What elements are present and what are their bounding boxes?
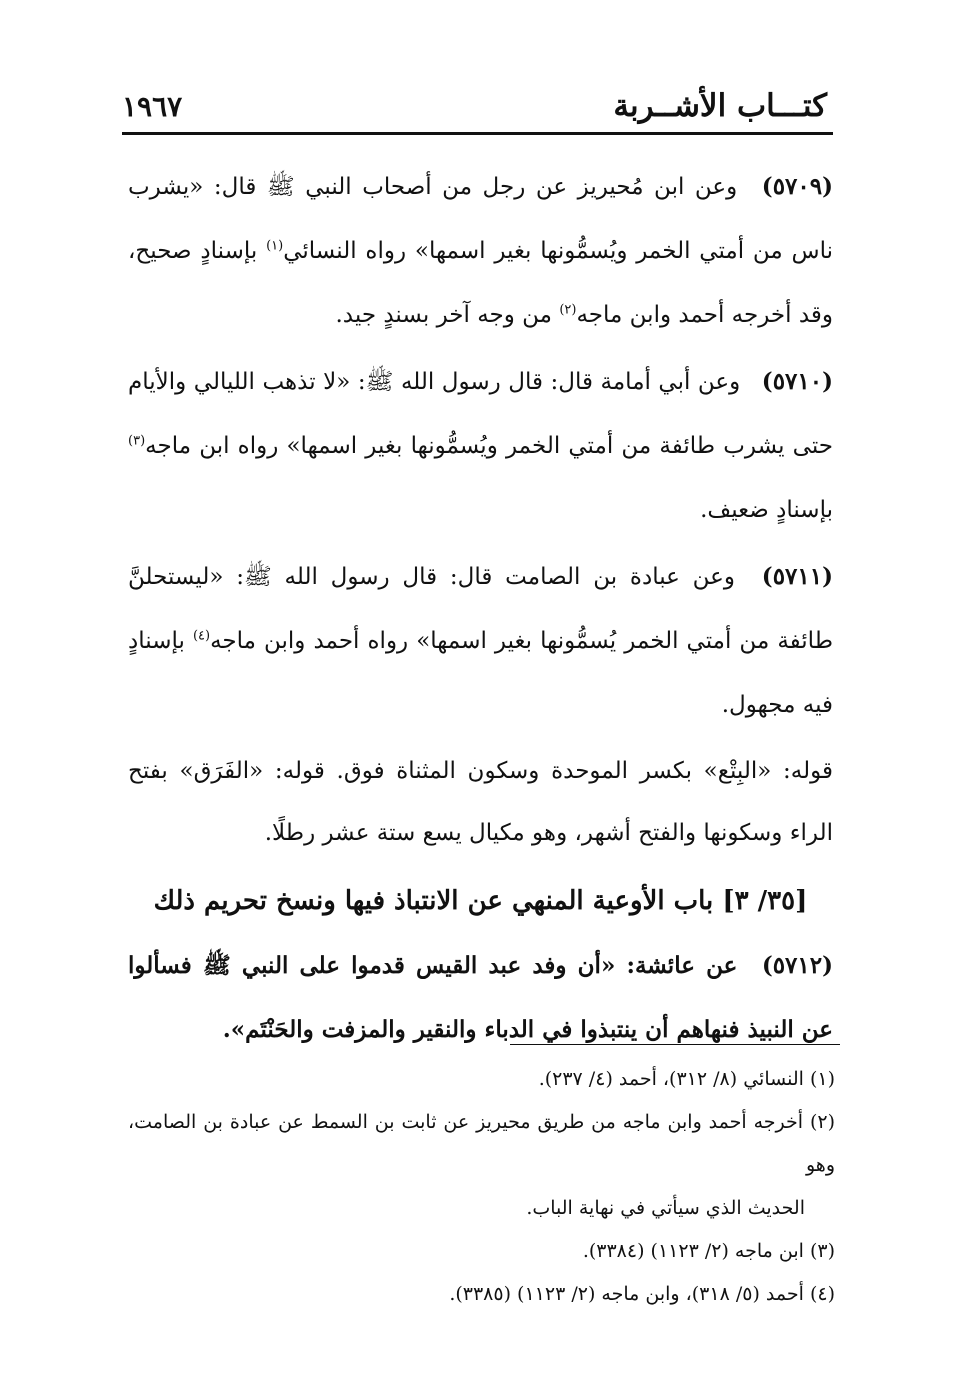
footnote-ref[interactable]: (٢) [559, 302, 577, 318]
footnote-text: النسائي (٨/ ٣١٢)، أحمد (٤/ ٢٣٧). [538, 1068, 804, 1090]
hadith-text: وعن أبي أمامة قال: قال رسول الله ﷺ: «لا تذهب الليالي والأيام حتى يشرب طائفة من أمتي الخمر ويُسمُّونها بغير اسمها» رواه ابن ماجه [128, 369, 833, 459]
hadith-text-end: من وجه آخر بسندٍ جيد. [335, 302, 553, 328]
hadith-number: (٥٧٠٩) [761, 173, 833, 200]
hadith-text-cont: بإسنادٍ فيه مجهول. [128, 628, 833, 718]
hadith-text-cont: بإسنادٍ صحيح، وقد أخرجه أحمد وابن ماجه [128, 238, 833, 328]
footnote-divider [510, 1044, 840, 1045]
footnote-ref[interactable]: (١) [266, 238, 284, 254]
book-title: كتـــاب الأشــربة [613, 88, 827, 124]
footnotes [128, 1058, 835, 1316]
explanation-paragraph: قوله: «البِتْع» بكسر الموحدة وسكون المثناة فوق. قوله: «الفَرَق» بفتح الراء وسكونها والفتح أشهر، وهو مكيال يسع ستة عشر رطلًا. [128, 758, 833, 846]
hadith-5712 [128, 934, 833, 1062]
footnote-label: (١) [809, 1068, 835, 1090]
hadith-text-cont: بإسنادٍ ضعيف. [700, 497, 833, 523]
hadith-number: (٥٧١١) [761, 563, 833, 590]
page-header [122, 86, 833, 135]
hadith-text: وعن عبادة بن الصامت قال: قال رسول الله ﷺ: «ليستحلنَّ طائفة من أمتي الخمر يُسمُّونها بغير اسمها» رواه أحمد وابن ماجه [128, 564, 833, 654]
footnote-text: أخرجه أحمد وابن ماجه من طريق محيريز عن ثابت بن السمط عن عبادة بن الصامت، وهو [128, 1111, 835, 1176]
hadith-number: (٥٧١٠) [761, 368, 833, 395]
footnote-ref[interactable]: (٤) [192, 628, 211, 644]
footnote-text-cont: الحديث الذي سيأتي في نهاية الباب. [526, 1197, 805, 1219]
footnote-2 [128, 1101, 835, 1230]
footnote-text: ابن ماجه (٢/ ١١٢٣) (٣٣٨٤). [582, 1240, 804, 1262]
hadith-number: (٥٧١٢) [761, 952, 834, 979]
footnote-text: أحمد (٥/ ٣١٨)، وابن ماجه (٢/ ١١٢٣) (٣٣٨٥). [449, 1283, 804, 1305]
hadith-5710 [128, 350, 833, 542]
hadith-text: وعن ابن مُحيريز عن رجل من أصحاب النبي ﷺ قال: «يشرب ناس من أمتي الخمر ويُسمُّونها بغير اسمها» رواه النسائي [128, 174, 833, 264]
chapter-heading: [٣٥/ ٣] باب الأوعية المنهي عن الانتباذ فيها ونسخ تحريم ذلك [153, 886, 808, 916]
footnote-label: (٤) [809, 1283, 835, 1305]
page-number: ١٩٦٧ [122, 90, 183, 123]
footnote-ref[interactable]: (٣) [128, 433, 146, 449]
footnote-label: (٢) [809, 1111, 836, 1133]
footnote-4 [128, 1273, 835, 1316]
main-text [128, 155, 833, 1065]
footnote-1 [128, 1058, 835, 1101]
hadith-5709 [128, 155, 833, 347]
footnote-label: (٣) [809, 1240, 835, 1262]
hadith-5711 [128, 545, 833, 737]
hadith-text: عن عائشة: «أن وفد عبد القيس قدموا على النبي ﷺ فسألوا عن النبيذ فنهاهم أن ينتبذوا في الدباء والنقير والمزفت والحَنْتَم». [128, 952, 833, 1043]
footnote-3 [128, 1230, 835, 1273]
